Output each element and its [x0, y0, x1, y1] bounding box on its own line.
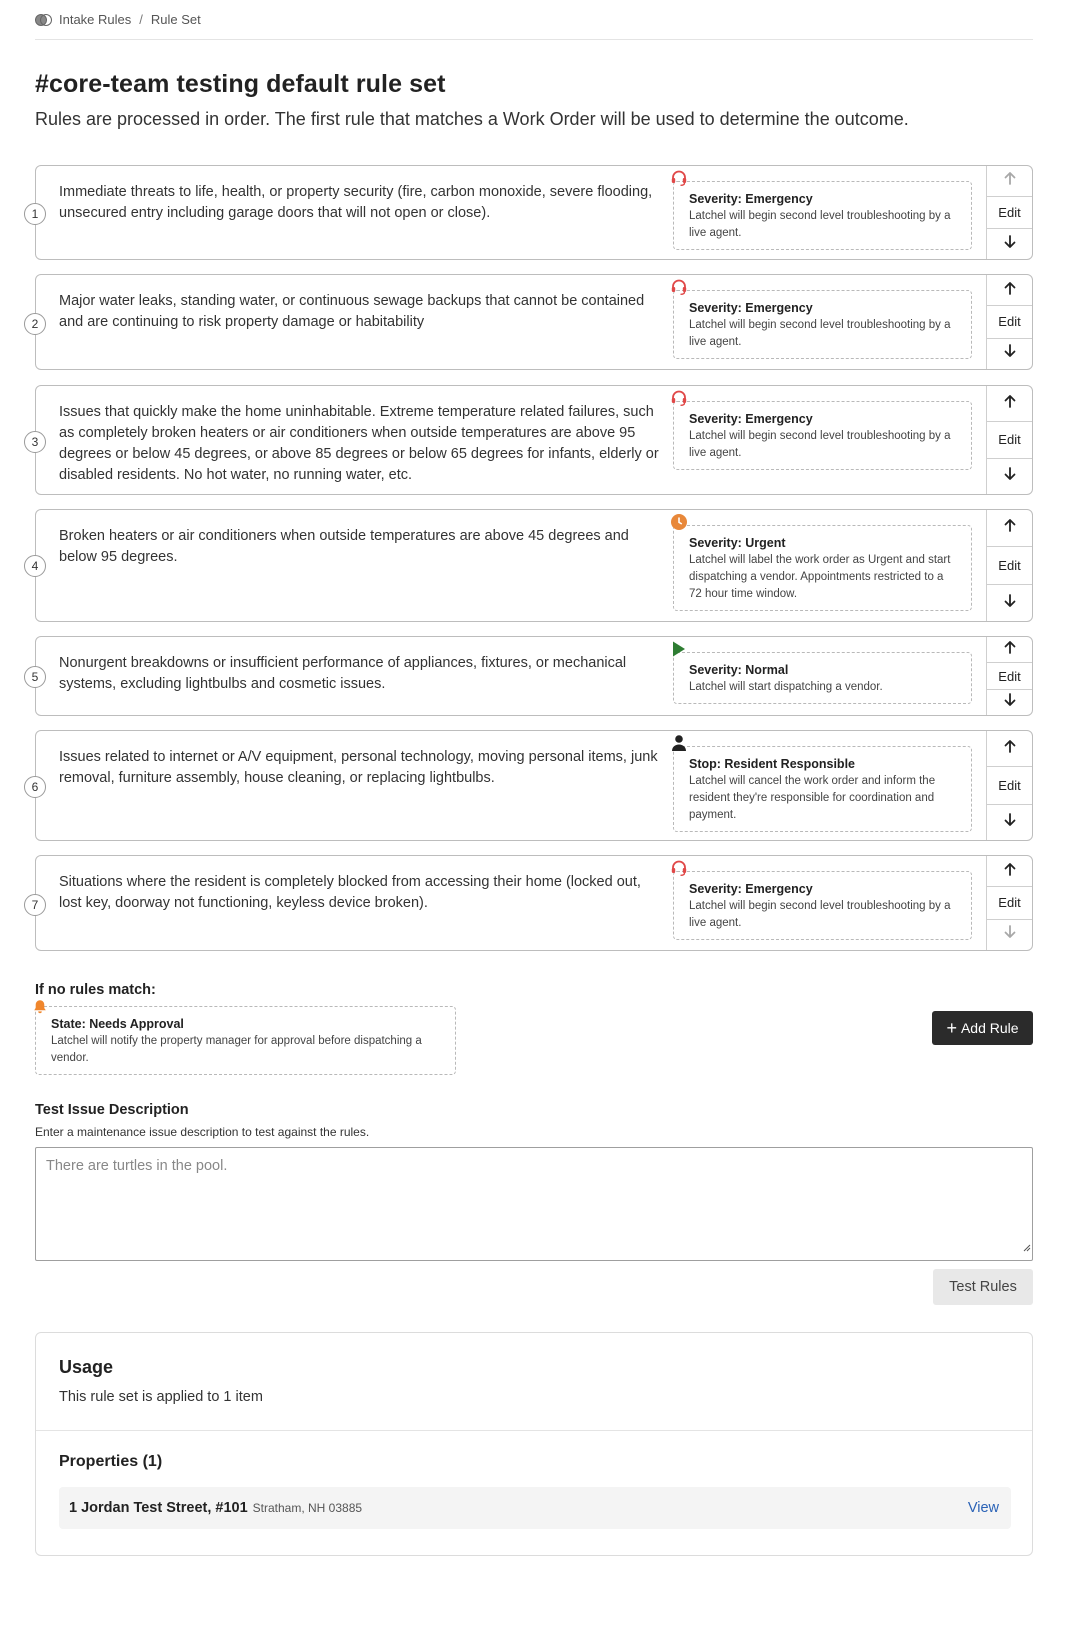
rule-description: Major water leaks, standing water, or continuous sewage backups that cannot be contained and are continuing to risk property damage or habitability: [59, 293, 645, 330]
test-issue-hint: Enter a maintenance issue description to test against the rules.: [35, 1125, 370, 1139]
rule-controls: [986, 510, 1032, 621]
rule-description: Immediate threats to life, health, or property security (fire, carbon monoxide, severe flooding, unsecured entry including garage doors that will not open or close).: [59, 184, 653, 221]
resize-grip-icon[interactable]: [1021, 1242, 1031, 1252]
rule-description: Situations where the resident is completely blocked from accessing their home (locked out, lost key, doorway not functioning, keyless device broken).: [59, 874, 641, 911]
usage-title: Usage: [59, 1357, 114, 1377]
move-up-button[interactable]: [987, 275, 1032, 305]
edit-rule-button[interactable]: Edit: [987, 886, 1032, 920]
default-outcome-card: [35, 1006, 456, 1075]
rule-number: 6: [24, 776, 46, 798]
move-down-button[interactable]: [987, 585, 1032, 621]
rule-controls: [986, 731, 1032, 840]
rule-controls: [986, 275, 1032, 369]
rule-outcome-text: Latchel will label the work order as Urgent and start dispatching a vendor. Appointments restricted to a 72 hour time window.: [689, 554, 951, 600]
rule-outcome: [673, 871, 972, 940]
usage-properties: [36, 1431, 1032, 1529]
rule-description: Issues related to internet or A/V equipment, personal technology, moving personal items, junk removal, furniture assembly, house cleaning, or replacing lightbulbs.: [59, 749, 658, 786]
move-up-button[interactable]: [987, 510, 1032, 546]
rule-number: 1: [24, 203, 46, 225]
rule-outcome-title: Severity: Urgent: [689, 536, 786, 550]
arrow-up-icon: [1002, 517, 1018, 538]
arrow-up-icon: [1002, 393, 1018, 414]
arrow-up-icon: [1002, 639, 1018, 660]
property-view-link[interactable]: View: [967, 1500, 999, 1516]
arrow-down-icon: [1002, 593, 1018, 614]
usage-subtitle: This rule set is applied to 1 item: [59, 1389, 263, 1405]
edit-rule-button[interactable]: Edit: [987, 305, 1032, 339]
rule-card: [31, 636, 1033, 716]
edit-rule-button[interactable]: Edit: [987, 546, 1032, 586]
rule-outcome: [673, 290, 972, 359]
rule-controls: [986, 856, 1032, 950]
rule-number: 7: [24, 894, 46, 916]
rule-outcome-text: Latchel will begin second level troubleshooting by a live agent.: [689, 900, 951, 929]
arrow-down-icon: [1002, 466, 1018, 487]
edit-rule-button[interactable]: Edit: [987, 662, 1032, 690]
rule-outcome: [673, 181, 972, 250]
add-rule-button[interactable]: [932, 1011, 1033, 1045]
rule-outcome-text: Latchel will begin second level troubleshooting by a live agent.: [689, 210, 951, 239]
default-outcome-text: Latchel will notify the property manager for approval before dispatching a vendor.: [51, 1035, 422, 1064]
move-up-button[interactable]: [987, 731, 1032, 766]
rule-outcome-title: Severity: Normal: [689, 663, 789, 677]
rule-outcome: [673, 525, 972, 611]
rule-description: Issues that quickly make the home uninhabitable. Extreme temperature related failures, such as completely broken heaters or air conditioners when outside temperatures are above 95 degrees or below 45 degrees, or above 85 degrees or below 65 degrees for infants, elderly or disabled residents. No hot water, no running water, etc.: [59, 404, 659, 483]
play-icon: [670, 640, 688, 658]
rule-number: 2: [24, 313, 46, 335]
rule-outcome-title: Severity: Emergency: [689, 882, 813, 896]
edit-rule-button[interactable]: Edit: [987, 196, 1032, 229]
default-outcome-title: State: Needs Approval: [51, 1017, 184, 1031]
no-match-label: If no rules match:: [35, 982, 156, 998]
edit-rule-button[interactable]: Edit: [987, 766, 1032, 805]
breadcrumb-intake-rules[interactable]: Intake Rules: [59, 12, 132, 27]
rule-controls: [986, 637, 1032, 715]
rule-card: [31, 165, 1033, 260]
move-up-button[interactable]: [987, 637, 1032, 662]
move-up-button[interactable]: [987, 166, 1032, 196]
arrow-up-icon: [1002, 738, 1018, 759]
headset-icon: [670, 389, 688, 407]
rule-card: [31, 385, 1033, 495]
move-down-button[interactable]: [987, 690, 1032, 715]
move-up-button[interactable]: [987, 386, 1032, 421]
property-city: Stratham, NH 03885: [252, 1501, 363, 1515]
arrow-down-icon: [1002, 692, 1018, 713]
rule-outcome: [673, 652, 972, 704]
arrow-down-icon: [1002, 812, 1018, 833]
test-rules-button[interactable]: Test Rules: [933, 1269, 1033, 1305]
rule-outcome: [673, 401, 972, 470]
arrow-down-icon: [1002, 234, 1018, 255]
test-issue-title: Test Issue Description: [35, 1102, 189, 1118]
headset-icon: [670, 169, 688, 187]
rule-outcome-title: Stop: Resident Responsible: [689, 757, 855, 771]
breadcrumb-rule-set: Rule Set: [150, 12, 201, 27]
arrow-down-icon: [1002, 924, 1018, 945]
property-row: [59, 1487, 1011, 1529]
move-down-button[interactable]: [987, 229, 1032, 259]
person-icon: [670, 734, 688, 752]
rule-outcome-text: Latchel will begin second level troubleshooting by a live agent.: [689, 319, 951, 348]
rule-outcome: [673, 746, 972, 832]
page: [31, 0, 1033, 1516]
property-address: 1 Jordan Test Street, #101: [69, 1500, 248, 1516]
rule-number: 4: [24, 555, 46, 577]
rule-card: [31, 730, 1033, 841]
rule-description: Nonurgent breakdowns or insufficient performance of appliances, fixtures, or mechanical systems, excluding lightbulbs and cosmetic issues.: [59, 655, 627, 692]
rule-outcome-text: Latchel will begin second level troubleshooting by a live agent.: [689, 430, 951, 459]
headset-icon: [670, 859, 688, 877]
arrow-up-icon: [1002, 170, 1018, 191]
usage-header: [36, 1333, 1032, 1431]
rule-outcome-title: Severity: Emergency: [689, 192, 813, 206]
add-rule-label: Add Rule: [960, 1020, 1019, 1036]
rule-card: [31, 509, 1033, 622]
page-subtitle: Rules are processed in order. The first rule that matches a Work Order will be used to determine the outcome.: [35, 109, 909, 129]
rule-card: [31, 855, 1033, 951]
move-down-button[interactable]: [987, 339, 1032, 369]
move-down-button[interactable]: [987, 805, 1032, 840]
move-down-button[interactable]: [987, 459, 1032, 494]
rule-number: 3: [24, 431, 46, 453]
rule-outcome-title: Severity: Emergency: [689, 301, 813, 315]
test-issue-input[interactable]: [35, 1147, 1033, 1261]
page-title: #core-team testing default rule set: [35, 70, 446, 98]
rule-card: [31, 274, 1033, 370]
headset-icon: [670, 278, 688, 296]
move-down-button[interactable]: [987, 920, 1032, 950]
arrow-up-icon: [1002, 280, 1018, 301]
move-up-button[interactable]: [987, 856, 1032, 886]
clock-icon: [670, 513, 688, 531]
intake-rules-icon: [35, 14, 51, 26]
arrow-down-icon: [1002, 343, 1018, 364]
rule-outcome-text: Latchel will cancel the work order and inform the resident they're responsible for coordination and payment.: [689, 775, 936, 821]
usage-panel: [35, 1332, 1033, 1556]
plus-icon: +: [946, 1018, 957, 1038]
breadcrumb: [35, 0, 1033, 40]
rule-controls: [986, 386, 1032, 494]
properties-title: Properties (1): [59, 1453, 163, 1470]
rule-outcome-title: Severity: Emergency: [689, 412, 813, 426]
rule-outcome-text: Latchel will start dispatching a vendor.: [689, 681, 883, 693]
rule-controls: [986, 166, 1032, 259]
edit-rule-button[interactable]: Edit: [987, 421, 1032, 459]
rule-description: Broken heaters or air conditioners when outside temperatures are above 45 degrees and below 95 degrees.: [59, 528, 629, 565]
arrow-up-icon: [1002, 861, 1018, 882]
bell-icon: [32, 999, 48, 1015]
breadcrumb-separator: /: [139, 12, 143, 27]
rule-number: 5: [24, 666, 46, 688]
